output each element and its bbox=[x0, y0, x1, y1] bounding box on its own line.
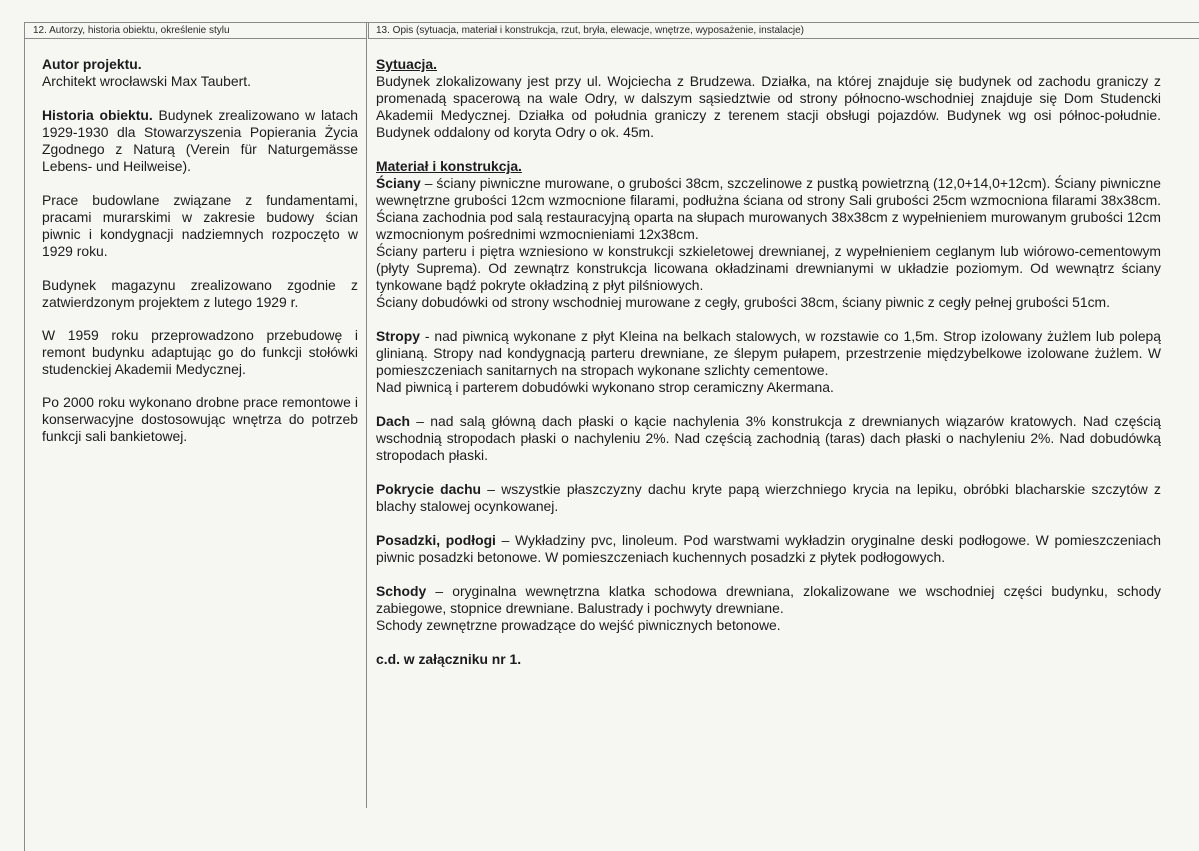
posadzki-paragraph bbox=[376, 532, 1161, 566]
dach-text: – nad salą główną dach płaski o kącie nachylenia 3% konstrukcja z drewnianych wiązarów kratowych. Nad częścią wschodnią stropodach płaski o nachyleniu 2%. Nad częścią zachodnią (taras) dach płaski o nachyleniu 2%. Nad dobudówką stropodach płaski. bbox=[376, 413, 1161, 463]
schody-label: Schody bbox=[376, 583, 427, 599]
historia-heading: Historia obiektu. bbox=[42, 107, 153, 123]
posadzki-label: Posadzki, podłogi bbox=[376, 532, 496, 548]
sciany-paragraph-2: Ściany parteru i piętra wzniesiono w konstrukcji szkieletowej drewnianej, z wypełnieniem ceglanym lub wiórowo-cementowym (płyty Suprema). Od zewnątrz konstrukcja licowana okładzinami drewnianymi w układzie poziomym. Od wewnątrz ściany tynkowane bądź pokryte okładziną z płyt pilśniowych. bbox=[376, 243, 1161, 293]
header-section-12: 12. Autorzy, historia obiektu, określenie stylu bbox=[25, 23, 366, 39]
paragraph-magazyn: Budynek magazynu zrealizowano zgodnie z zatwierdzonym projektem z lutego 1929 r. bbox=[42, 277, 358, 310]
form-sheet bbox=[24, 22, 1199, 851]
pokrycie-label: Pokrycie dachu bbox=[376, 481, 482, 497]
sciany-paragraph-3: Ściany dobudówki od strony wschodniej murowane z cegły, grubości 38cm, ściany piwnic z cegły pełnej grubości 51cm. bbox=[376, 294, 1110, 310]
header-section-13: 13. Opis (sytuacja, materiał i konstrukcja, rzut, bryła, elewacje, wnętrze, wyposażenie, instalacje) bbox=[368, 23, 1199, 39]
paragraph-przebudowa: W 1959 roku przeprowadzono przebudowę i remont budynku adaptując go do funkcji stołówki studenckiej Akademii Medycznej. bbox=[42, 327, 358, 377]
pokrycie-paragraph bbox=[376, 481, 1161, 515]
sytuacja-text: Budynek zlokalizowany jest przy ul. Wojciecha z Brudzewa. Działka, na której znajduje się budynek od zachodu graniczy z promenadą spacerową na wale Odry, w dalszym sąsiedztwie od strony północno-wschodniej znajduje się Dom Studencki Akademii Medycznej. Działka od południa graniczy z terenem stacji obsługi pojazdów. Budynek wg osi północ-południe. Budynek oddalony od koryta Odry o ok. 45m. bbox=[376, 73, 1161, 140]
material-heading: Materiał i konstrukcja. bbox=[376, 158, 522, 174]
sytuacja-heading: Sytuacja. bbox=[376, 56, 437, 72]
left-column bbox=[42, 56, 358, 445]
continuation-note: c.d. w załączniku nr 1. bbox=[376, 651, 522, 667]
posadzki-text: – Wykładziny pvc, linoleum. Pod warstwami wykładzin oryginalne deski podłogowe. W pomieszczeniach piwnic posadzki betonowe. W pomieszczeniach kuchennych posadzki z płytek podłogowych. bbox=[376, 532, 1161, 565]
dach-label: Dach bbox=[376, 413, 410, 429]
sciany-text: – ściany piwniczne murowane, o grubości 38cm, szczelinowe z pustką powietrzną (12,0+14,0+12cm). Ściany piwniczne wewnętrzne grubości 12cm wzmocnione filarami, podłużna ściana od strony Sali grubości 25cm wzmocniona filarami 38x38cm. Ściana zachodnia pod salą restauracyjną oparta na słupach murowanych 38x38cm z wypełnieniem murowanym grubości 12cm wzmocnionym pośrednimi wzmocnieniami 12x38cm. bbox=[376, 175, 1161, 242]
sciany-label: Ściany bbox=[376, 175, 421, 191]
column-divider bbox=[366, 23, 367, 808]
dach-paragraph bbox=[376, 413, 1161, 464]
stropy-paragraph-2: Nad piwnicą i parterem dobudówki wykonano strop ceramiczny Akermana. bbox=[376, 379, 834, 395]
paragraph-remont-2000: Po 2000 roku wykonano drobne prace remontowe i konserwacyjne dostosowując wnętrza do potrzeb funkcji sali bankietowej. bbox=[42, 394, 358, 444]
schody-text: – oryginalna wewnętrzna klatka schodowa drewniana, zlokalizowane we wschodniej części budynku, schody zabiegowe, stopnice drewniane. Balustrady i pochwyty drewniane. bbox=[376, 583, 1161, 616]
schody-paragraph bbox=[376, 583, 1161, 617]
sciany-paragraph bbox=[376, 175, 1161, 243]
historia-text: Budynek zrealizowano w latach 1929-1930 dla Stowarzyszenia Popierania Życia Zgodnego z Naturą (Verein für Naturgemässe Lebens- und Heilweise). bbox=[42, 107, 359, 174]
right-column bbox=[376, 56, 1161, 668]
stropy-label: Stropy bbox=[376, 328, 420, 344]
stropy-text: - nad piwnicą wykonane z płyt Kleina na belkach stalowych, w rozstawie co 1,5m. Strop izolowany żużlem lub polepą glinianą. Stropy nad kondygnacją parteru drewniane, ze ślepym pułapem, przestrzenie międzybelkowe izolowane żużlem. W pomieszczeniach sanitarnych na stropach wykonane szlichty cementowe. bbox=[376, 328, 1161, 378]
autor-heading: Autor projektu. bbox=[42, 56, 142, 72]
schody-paragraph-2: Schody zewnętrzne prowadzące do wejść piwnicznych betonowe. bbox=[376, 617, 781, 633]
stropy-paragraph bbox=[376, 328, 1161, 379]
pokrycie-text: – wszystkie płaszczyzny dachu kryte papą wierzchniego krycia na lepiku, obróbki blacharskie szczytów z blachy stalowej ocynkowanej. bbox=[376, 481, 1162, 514]
paragraph-prace-budowlane: Prace budowlane związane z fundamentami, pracami murarskimi w zakresie budowy ścian piwnic i kondygnacji nadziemnych rozpoczęto w 1929 roku. bbox=[42, 192, 358, 259]
autor-text: Architekt wrocławski Max Taubert. bbox=[42, 73, 251, 89]
historia-paragraph bbox=[42, 107, 358, 175]
